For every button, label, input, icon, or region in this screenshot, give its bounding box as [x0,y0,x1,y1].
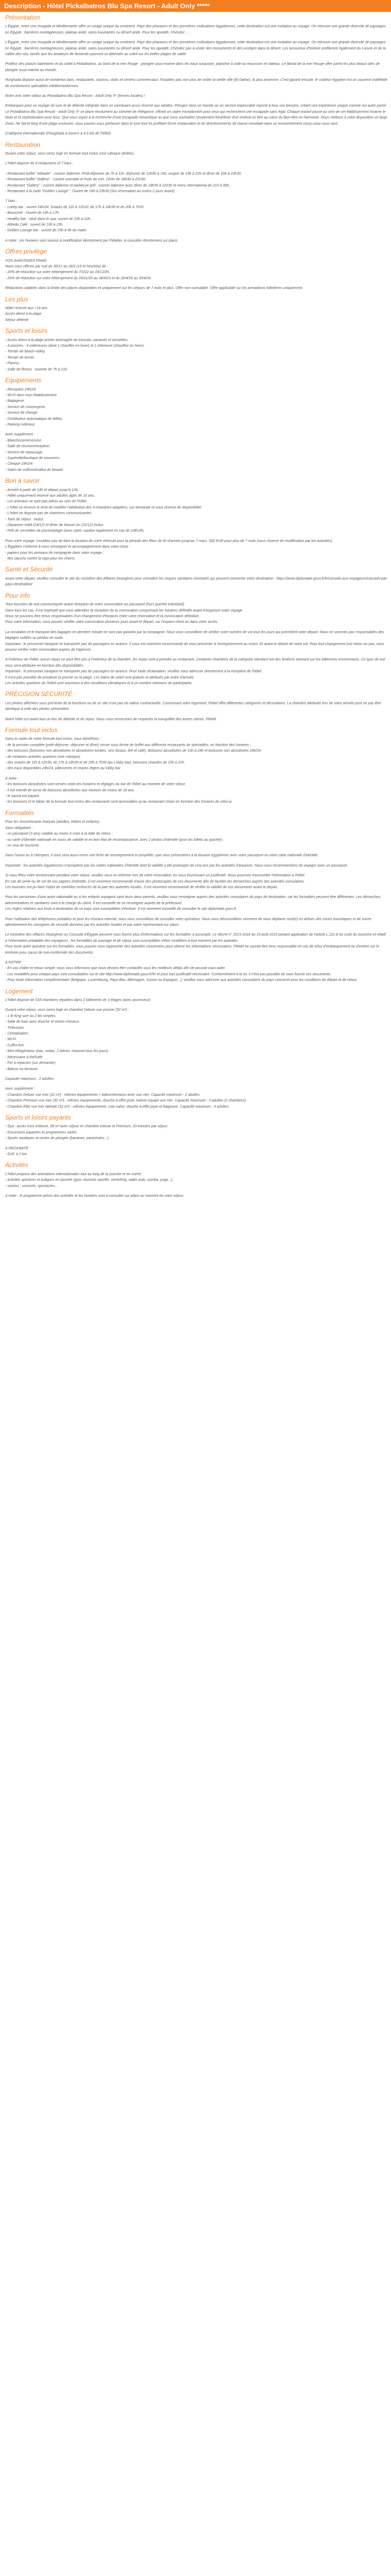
text-line: VOS AVANTAGES FRAM [5,259,46,263]
text-line: - des eaux disponibles 24h/24, pâtisseries et snacks légers au lobby bar. [5,767,122,771]
text-line: - Wi-Fi. [5,1038,17,1042]
section-pr-sentation [5,15,388,137]
text-line: Tous touristes de nuit communiquée avant réception de votre convocation au passeport (hors guichet individuel). Dans tous les cas, il est impératif que vous attendiez la réception de la convocation comprenant les horaires définitifs avant d'organiser votre voyage. Nous ne pouvons être tenus responsables d'un changement d'horaires entre votre réservation et la convocation définitive. Pour votre information, vous pouvez vérifier votre convocation plusieurs jours avant le départ, sur l'espace client ou dans votre accès. [5,603,243,624]
paragraph: L'Égypte, entre une Hurgada et Méditerranée offre un visage unique du continent. Pays des pharaons et des premières civilisations égyptiennes, cette destination est une invitation au voyage. On retrouve une grande diversité de paysages en Égypte : barrières montagneuses, plateau aride, oasis luxuriantes ou désert aride. Pour les apotafé, n'hésitez pas à visiter des monuments et des vestiges dans le désert. Les amoureux d'histoire profiteront également du Louvre et de la vallée des rois, tandis que les amateurs de farniente pourront se détendre au soleil sur les belles plages de sable. [5,41,386,57]
text-block [5,863,388,869]
text-line: Les photos affichées sous pré-texte de la brochure ou de ce site n'ont pas de valeur contractuelle. Concernant votre logement, l'hôtel offre différentes catégories et décorations. La chambre attribuée lors de votre arrivée peut ne pas être identique à celle des photos présentées. [5,701,381,711]
text-line: - Terrain de beach-volley. [5,350,46,354]
text-line: - Golden Lounge bar : ouvert de 23h à 4h du matin. [5,229,88,233]
section-les-plus [5,297,388,324]
text-line: - Hôtel uniquement réservé aux adultes âgés de 16 ans. [5,494,95,498]
text-block [5,306,388,323]
text-block [5,161,388,166]
text-line: L'hôtel dispose de 318 chambres réparties dans 2 bâtiments de 3 étages (avec ascenseur). [5,998,152,1003]
text-line: - Taxe de séjour : inclus. [5,517,44,521]
text-block [5,538,388,562]
text-line: Pour l'utilisation des téléphones portables et pour les réseaux internet, nous vous conseillons de consulter votre opérateur. Nous vous déconseillons vivement de vous déplacer seul(e) en dehors des zones touristiques et de suivre attentivement les consignes de sécurité données par les autorités locales et par notre représentant sur place. [5,917,372,927]
text-line: La circulation et le transport des bagages en dernière minute ne sont pas garantis par la compagnie. Nous vous conseillons de vérifier votre numéro de vol tous les jours qui précèdent votre départ. Nous ne sommes pas responsables des bagages oubliés ou perdus en route. Important : le personnel navigant ne transporte pas de passagers en avance. Il vous est vivement recommandé de vous présenter à l'enregistrement au moins 2h avant le départ de votre vol. Pour tout changement (vol retour ou pas, vous pouvez vérifier votre convocation auprès de l'agence). [5,630,384,652]
text-line: - Les animaux ne sont pas admis au sein de l'hôtel. [5,500,87,504]
text-block [5,1172,388,1189]
text-line: - L'hôtel ne dispose pas de chambres communicantes. [5,512,93,516]
text-block [5,717,388,722]
text-line: - Bourcinet : Ouvert de 10h à 17h. [5,211,60,215]
text-line: Le ministère des Affaires étrangères ou Consulat d'Égypte peuvent vous fournir plus d'informations sur les formalités à accomplir. Le décret n° 2015-1016 du 19 août 2015 portant application de l'article L.211-8 du code du tourisme et relatif à l'information préalable des voyageurs ; les formalités de passage et de séjour sont susceptibles d'être modifiées à tout moment par les autorités. Pour toute autre question sur les formalités, vous pouvez vous rapprocher des autorités concernées pour obtenir les informations nécessaires. FRAM ne saurait être tenu responsable en cas de refus d'embarquement ou d'entrée sur le territoire pour cause de non-conformité des documents. [5,933,386,955]
text-line: Nous vous offrons par nuit du 30/12 au 28/2 (16 et heurbés) de : [5,265,108,268]
text-line: - Coffre-fort. [5,1043,25,1047]
text-line: - Service de repassage. [5,450,43,454]
section-heading: Offres privilège [5,248,47,256]
text-line: - Wi-Fi dans tout l'établissement. [5,393,58,397]
text-line: Avec supplément : [5,1087,35,1091]
section-heading: Les plus [5,295,28,303]
text-line: - Télévision. [5,1026,25,1030]
text-line: - Clinique 24h/24. [5,462,34,466]
text-line: Notre hôtel est avant tout un lieu de détente et de repos. Nous vous remercions de respecter la tranquillité des autres clients. FRAM. [5,717,217,721]
text-line: Si vous fêtez votre anniversaire pendant votre séjour, veuillez nous en informer lors de votre réservation, en nous fournissant un justificatif. Nous pourrons transmettre l'information à l'hôtel. En cas de perte ou de vol de vos papiers d'identité, il est vivement recommandé d'avoir des photocopies de ces documents afin de faciliter les démarches auprès des autorités consulaires. Les touristes ont pu faire l'objet de contrôles renforcés de la part des autorités locales. Il est vivement recommandé de vérifier la validité de vos documents avant le départ. [5,874,305,889]
section-sports-et-loisirs [5,328,388,372]
text-block [5,387,388,428]
text-line: - 1 lit King size ou 2 lits simples. [5,1014,57,1018]
text-line: A noter : [5,776,19,781]
text-block [5,736,388,771]
text-block [5,198,388,233]
section-heading: Sports et loisirs [5,327,48,335]
text-block [5,776,388,805]
text-line: - Arrivée à partir de 14h et départ jusqu'à 12h. [5,488,79,492]
text-line: - Chambre Premium vue mer (32 m²) : mêmes équipements, douche à effet pluie, balcon équipé vue mer. Capacité maximum : 3 adultes (2 chambres). [5,1099,247,1103]
section-equipements [5,378,388,473]
text-line: - Alfredo Café : ouvert de 10h à 23h. [5,223,63,227]
text-block [5,1124,388,1141]
text-line: Dans l'avion ou à l'aéroport, il vous sera aussi remis une fiche de renseignement à compléter, que vous présenterez à la douane égyptienne avec votre passeport ou votre carte nationale d'identité. [5,854,319,858]
section-heading: Equipements [5,377,42,384]
text-line: - les boissons alcoolisées sont servies selon les horaires et réglages du bar de l'hôtel au moment de votre séjour. [5,783,186,787]
text-line: A NOTER : - En cas d'aller et retour simple, nous vous informons que nous devons être contactés sous les meilleurs délais afin de pouvoir vous aider. - Les modalités pour chaque pays sont consultables sur le site http://www.diplomatie.gouv.fr/fr/ et pour tout justificatif nécessaire. Conformément à la loi, il n'est pas possible de vous fournir ces documents. - Pour toute information complémentaire (Belgique, Luxembourg, Pays-Bas, Allemagne, Suisse ou Espagne...), veuillez vous adresser aux autorités consulaires du pays concerné pour les conditions de départ et de retour. [5,961,358,982]
text-block [5,701,388,713]
text-line: - Balcon ou terrasse. [5,1067,39,1071]
text-line: - Réception 24h/24. [5,387,37,392]
paragraph: Notre avis votre séjour au Pickalbatros Blu Spa Resort - Adult Only 5* (termes locales) ! [5,94,145,98]
text-block [5,171,388,195]
text-block [5,630,388,653]
text-block [5,1007,388,1072]
text-block [5,1076,388,1082]
text-block [5,917,388,928]
text-block [5,602,388,625]
text-line: - Mini-réfrigérateur (eau, sodas, 2 bières, réassort tous les jours). [5,1049,109,1054]
text-line: Pour les personnes d'une autre nationalité ou si les enfants voyagent sans leurs deux parents, veuillez vous renseigner auprès des autorités consulaires du pays de destination, car les formalités peuvent être différentes. Les démarches administratives et sanitaires sont à la charge du client. Il est conseillé de se renseigner auprès de la préfecture. Les règles relatives aux tests à destination de ce pays sont susceptibles d'évoluer. Il est vivement conseillé de consulter le site diplomatie.gouv.fr. [5,895,381,911]
text-line: - Bagagerie. [5,399,25,403]
text-line: Hôtel réservé aux +16 ans [5,307,47,311]
text-block [5,960,388,984]
text-block [5,853,388,858]
text-line: Pour les ressortissants français (adultes, bébés et enfants) : [5,820,101,824]
page-title: Description - Hôtel Pickalbatros Blu Spa Resort - Adult Only ***** [0,0,391,12]
text-block [5,932,388,956]
section-sports-et-loisirs-payants [5,1115,388,1157]
section-heading: Restauration [5,141,41,148]
text-line: - Chambre Deluxe vue mer (32 m²) : mêmes équipements + balcon/terrasse avec vue mer. Capacité maximum : 2 adultes. [5,1093,201,1097]
text-line: - de la pension complète (petit-déjeuner, déjeuner et dîner) servie sous forme de buffet aux différents restaurants de spécialités, en fonction des horaires ; [5,743,251,747]
section-heading: Pour info [5,591,30,599]
text-line: A noter : les horaires sont soumis à modification directement par l'hôtelier, à consulter directement sur place. [5,239,178,243]
text-line: L'hôtel dispose de 4 restaurants et 7 bars : [5,162,74,166]
text-block [5,432,388,473]
section-heading: Activités [5,1161,28,1169]
section-offres-privil-ge [5,249,388,291]
text-line: Accès direct à la plage [5,312,42,316]
text-line: - Nécessaire à thé/café. [5,1055,43,1059]
text-block [5,151,388,157]
text-line: - les boissons et le tabac de la formule tout inclus des restaurants sont accessibles qu'au restaurant choisi en fonction des horaires de celui-ci. [5,800,233,804]
text-line: - Lobby bar : ouvert 24h/24. Snacks de 11h à 12h30, de 17h à 18h30 et de 20h à 7h30 [5,205,144,209]
text-block [5,285,388,291]
text-line: - Salle de réunion/réception. [5,445,51,449]
text-line: - L'hôtel se réserve le droit de modifier l'attribution des 4 chambres adaptées, sur demande et sous réserve de disponibilité. [5,505,202,510]
section-heading: Santé et Sécurité [5,566,53,573]
section-logement [5,989,388,1110]
text-line: - Sports nautiques et centre de plongée (bananes, parachutes...). [5,1137,110,1141]
text-block [5,657,388,686]
text-line: - Salle de fitness : ouverte de 7h à 21h. [5,367,68,371]
text-line: - Restaurant buffet "Abbade" : cuisine italienne. Petit-déjeuner de 7h à 11h, déjeuner de 12h30 à 15h, souper de 19h à 22h et dîner de 19h à 23h30. [5,172,242,176]
text-line: - de certaines activités sportives (voir rubrique). [5,755,82,759]
text-line: - Parking extérieur. [5,422,36,427]
text-line: - Salle de bain avec douche et sèche-cheveux. [5,1020,80,1024]
section-sant-et-s-curit- [5,567,388,587]
section-pr-cision-s-curit- [5,691,388,722]
text-line: - Restaurant buffet "Gallery" : cuisine orientale et fruits de mer. Dîner de 18h30 à 21h30. [5,178,146,182]
text-line: - Fer à repasser (sur demande). [5,1061,57,1065]
text-line: - Healthy bar : situé dans le spa, ouvert de 10h à 22h. [5,217,91,221]
text-line: Durant votre séjour, vous serez logé en formule tout inclus (voir rubrique dédiée). [5,151,135,156]
section-formule-tout-inclus [5,727,388,805]
text-line: - 4 piscines : 4 extérieures (dont 1 chauffée en hiver) et 1 intérieure (chauffée en hiver). [5,344,145,348]
text-line: - des snacks de 11h à 12h30, de 17h à 18h30 et de 20h à 7h30 (au Lobby bar), boissons chaudes de 15h à 22h. [5,761,185,765]
section-heading: Logement [5,987,33,995]
text-line: A noter : le programme précis des activités et les horaires sont à consulter sur place au moment de votre séjour. [5,1194,184,1198]
text-line: Avec supplément : [5,433,35,437]
text-line: - le sauna est payant. [5,794,40,799]
paragraph: L'Égypte, entre une Hurgada et Méditerranée offre un visage unique du continent. Pays des pharaons et des premières civilisations égyptiennes, cette destination est une invitation au voyage. On retrouve une grande diversité de paysages en Égypte : barrières montagneuses, plateau aride, oasis luxuriantes ou désert aride. Pour les apotafé, n'hésitez ... [5,25,386,35]
text-block [5,1086,388,1110]
section-heading: Formalités [5,809,35,817]
text-line: - Accès direct à la plage privée aménagée de transats, parasols et serviettes. [5,338,129,342]
text-block [5,576,388,588]
section-formalit-s [5,810,388,984]
text-line: - Prêt de serviettes de piscine/plage (avec carte, caution également en cas de 10EUR). [5,529,145,533]
text-line: - Spa : accès hors enfance, 28 m² avec séjour en chambre Deluxe et Premium, 20 minutes par séjour. [5,1125,169,1129]
text-line: - Dépanner Voldi (24/12) et dîner de Nouvel An (31/12) inclus. [5,523,104,528]
text-line: Durant votre séjour, vous serez logé en chambre Deluxe vue piscine (32 m²) : [5,1008,129,1012]
text-line: Sans obligatoire : [5,826,34,830]
section-heading: Bon à savoir [5,477,40,485]
text-line: Dans le cadre de notre formule tout inclus, vous bénéficiez : [5,737,101,741]
text-line: - Service de change. [5,411,39,415]
text-line: A l'intérieur de l'hôtel, aucun repas ne peut être pris à l'extérieur de la chambre, les repas sont à prendre au restaurant. Certaines chambres de la catégorie standard ont des fenêtres donnant sur les bâtiments environnants. Ce type de vue vous sera attribuée en fonction des disponibilités. Important : le personnel navigant ne transporte pas de passagers en avance. Pour toute réclamation, veuillez vous adresser directement à la réception de l'hôtel. Il n'est pas possible de privatiser la piscine ou la plage. Les bains de soleil sont gratuits et attribués par ordre d'arrivée. Les activités sportives de l'hôtel sont soumises à des conditions climatiques et à un nombre minimum de participants. [5,658,385,685]
text-line: - Salon de coiffure/institut de beauté. [5,468,64,472]
text-block [5,337,388,372]
text-block [5,894,388,912]
text-block [5,238,388,244]
section-activit-s [5,1162,388,1199]
text-line: Réductions valables dans la limite des places disponibles et uniquement sur les séjours de 7 nuits et plus. Offre non cumulable. Offre applicable sur les prestations hôtelières uniquement. [5,286,303,291]
text-line: - ou carte d'identité nationale en cours de validité et en bon état de reconnaissance, avec 2 photos d'identité (pour les billets au guichet) ; [5,838,224,842]
text-block [5,487,388,534]
description-content [0,15,391,1199]
text-line: - des boissons (boissons non alcoolisées et alcoolisées locales, vins locaux, thé et café). Boissons alcoolisées de 10h à 24h et boissons non alcoolisées 24h/24. [5,749,262,753]
text-block [5,873,388,890]
section-heading: Sports et loisirs payants [5,1113,71,1121]
text-line: 7 bars : [5,199,18,204]
text-line: Séjour détente [5,318,29,322]
section-heading: Formule tout inclus [5,726,58,734]
paragraph: Embarquez pour un voyage de luxe et de détente intégrale dans un sanctuaire aussi réservé aux adultes. Plongez dans un monde où un service impeccable répond à tous vos besoins, créant une expérience unique comme nul autre pareil. Le Pickalbatros Blu Spa Resort - Adult Only 5* se place résolument au sommet de l'élégance, offrant un cadre exceptionnel pour ceux qui recherchent une escapade sans égal. Chaque instant passé au sein de cet établissement incarne le faste et la sophistication pour tous. Que vous soyez à la recherche d'une escapade romantique ou que vous souhaitiez simplement bénéficier d'un endroit où être au cœur du bien-être en harmonie. Nous mettons à votre disposition un large choix. Ne fait-le long d'une plage exclusive, vous pouvez vous prélasser dans le luxe tout en profitant d'une restauration et de divertissements de classe mondiale dans un environnement conçu pour vous ravir. [5,104,387,126]
text-line: - Restaurant à la carte "Golden Lounge" : Ouvert de 19h à 23h30 (Sur réservation au moins 2 jours avant). [5,189,175,193]
paragraph: (Catégorie internationale d'Hurghada à travers à 4,0 km de l'hôtel) [5,132,111,136]
text-block [5,997,388,1003]
text-line: - Climatisation. [5,1032,29,1036]
text-block [5,1146,388,1158]
text-line: Pour votre voyage, n'oubliez pas de faire la location de votre véhicule pour la période des fêtes de fin d'année jusqu'au 7 mars, 500 EUR pour plus de 7 nuits (sous réserve de modification par les autorités). L'Égyptien s'informe à vous renseigner et accompagnement dans votre choix : - papiers pour les animaux de compagnie dans votre voyage ; - des vaccins contre la rage pour les chiens. [5,539,333,561]
text-line: - 25% de réduction sur votre hébergement du 20/11/26 au 28/4/23 et du 26/4/26 au 30/4/26. [5,276,152,280]
section-heading: Présentation [5,14,40,21]
text-block [5,819,388,849]
text-line: A PROXIMITÉ : - Golf, à 2 km. [5,1146,30,1156]
text-block [5,258,388,282]
section-pour-info [5,593,388,687]
section-bon-savoir [5,478,388,562]
text-line: L'hôtel propose des animations internationales tout au long de la journée et en soirée : - activités sportives et ludiques en journée (gym, tournois sportifs, stretching, water polo, zumba, yoga...). - soirées : concerts, spectacles... [5,1172,173,1188]
text-line: Capacité maximum : 2 adultes. [5,1077,55,1081]
section-heading: PRÉCISION SÉCURITÉ [5,690,73,698]
text-line: - Service de conciergerie. [5,405,46,409]
text-line: - Chambre Elite vue mer latérale (32 m²) : mêmes équipements, coin salon, douche à effet pluie et baignoire. Capacité maximum : 3 adultes. [5,1105,230,1109]
text-line: - Fitness. [5,362,20,366]
text-block [5,1193,388,1199]
text-line: - Distributeur automatique de billets. [5,417,63,421]
text-line: - Blanchisserie/service. [5,438,42,443]
text-line: - Excursions payantes et programmes variés. [5,1130,78,1134]
section-restauration [5,142,388,244]
text-line: - un visa de tourisme. [5,843,40,848]
text-line: Avant votre départ, veuillez consulter le site du ministère des Affaires étrangères pour connaître les risques sanitaires éventuels qui peuvent concerner votre destination : https://www.diplomatie.gouv.fr/fr/conseils-aux-voyageurs/conseils-par-pays-destination/ [5,577,388,587]
text-line: - Restaurant "Gallery" : cuisine italienne et barbecue grill : cuisine italienne avec dîner de 18h30 à 21h30 et menu international de 21h à 00h. [5,183,230,188]
text-line: - il est interdit de servir de boissons alcoolisées aux mineurs de moins de 18 ans. [5,788,135,792]
text-line: - 20% de réduction sur votre hébergement du 7/1/22 au 16/12/26. [5,270,110,275]
paragraph: Profitez des plaisirs balnéaires et du soleil à Pickalbatros, au bord de la mer Rouge : plongée sous-marine dans les eaux turquoise, plancher à voile ou excursion en bateau. Le littoral de la mer Rouge offre parmi les plus beaux sites de plongée sous-marine au monde. [5,62,380,72]
paragraph: Hurghada dispose aussi de nombreux bars, restaurants, casinos, clubs et centres commerciaux. N'oubliez pas non plus de visiter la vieille ville (El Dahar), la plus ancienne. C'est garanti ensuite, le coûteur égyptien est un souvenir indélébile de nombreuses spécialités méditerranéennes. [5,78,388,88]
text-line: - Terrain de tennis. [5,355,36,360]
text-line: Important : les autorités égyptiennes n'acceptent pas les cartes nationales d'identité dont la validité a été prolongée de cinq ans par les autorités françaises. Nous vous recommandons de voyager avec un passeport. [5,863,348,868]
text-line: - Supérette/boutique de souvenirs. [5,456,61,460]
text-line: - un passeport (3 ans) valable au moins 6 mois à la date de retour ; [5,832,113,836]
